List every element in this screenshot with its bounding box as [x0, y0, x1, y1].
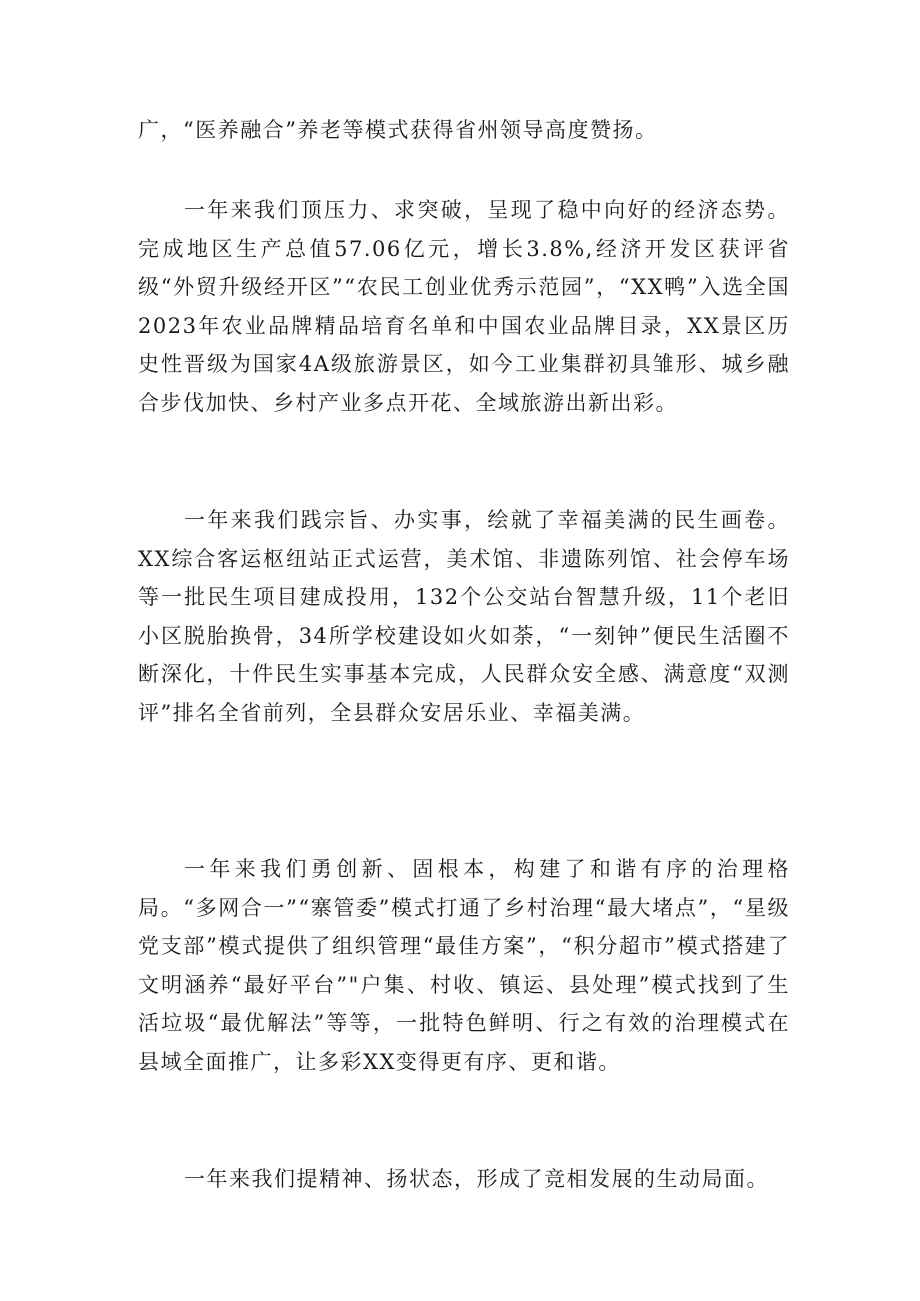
- paragraph-livelihood: 一年来我们践宗旨、办实事，绘就了幸福美满的民生画卷。XX综合客运枢纽站正式运营，美术馆、非遗陈列馆、社会停车场等一批民生项目建成投用，132个公交站台智慧升级，11个老旧小区脱胎换骨，34所学校建设如火如荼，“一刻钟”便民生活圈不断深化，十件民生实事基本完成，人民群众安全感、满意度“双测评”排名全省前列，全县群众安居乐业、幸福美满。: [138, 508, 790, 725]
- paragraph-spirit: 一年来我们提精神、扬状态，形成了竞相发展的生动局面。: [184, 1167, 769, 1191]
- paragraph-economy: 一年来我们顶压力、求突破，呈现了稳中向好的经济态势。完成地区生产总值57.06亿元，增长3.8%,经济开发区获评省级“外贸升级经开区”“农民工创业优秀示范园”，“XX鸭”入选全国2023年农业品牌精品培育名单和中国农业品牌目录，XX景区历史性晋级为国家4A级旅游景区，如今工业集群初具雏形、城乡融合步伐加快、乡村产业多点开花、全域旅游出新出彩。: [138, 198, 790, 415]
- paragraph-governance: 一年来我们勇创新、固根本，构建了和谐有序的治理格局。“多网合一”“寨管委”模式打通了乡村治理“最大堵点”，“星级党支部”模式提供了组织管理“最佳方案”，“积分超市”模式搭建了文明涵养“最好平台”"户集、村收、镇运、县处理”模式找到了生活垃圾“最优解法”等等，一批特色鲜明、行之有效的治理模式在县域全面推广，让多彩XX变得更有序、更和谐。: [138, 857, 790, 1074]
- paragraph-continuation: 广，“医养融合”养老等模式获得省州领导高度赞扬。: [138, 118, 658, 142]
